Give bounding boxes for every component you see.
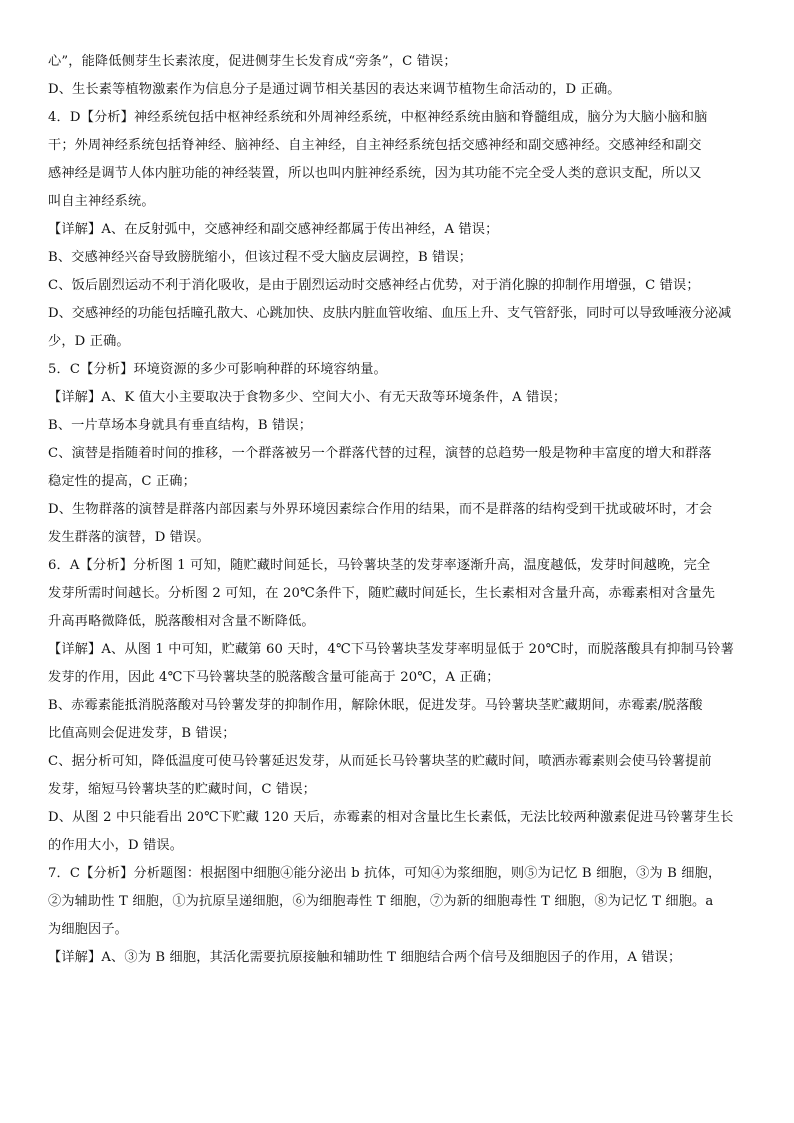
text-line: D、交感神经的功能包括瞳孔散大、心跳加快、皮肤内脏血管收缩、血压上升、支气管舒张，同时可以导致唾液分泌减 xyxy=(48,306,732,321)
text-line: 【详解】A、在反射弧中，交感神经和副交感神经都属于传出神经，A 错误； xyxy=(48,222,499,237)
text-line: 6．A【分析】分析图 1 可知，随贮藏时间延长，马铃薯块茎的发芽率逐渐升高，温度越低，发芽时间越晚，完全 xyxy=(48,558,711,573)
text-line: 少，D 正确。 xyxy=(48,334,130,349)
text-line: 5．C【分析】环境资源的多少可影响种群的环境容纳量。 xyxy=(48,362,387,377)
text-line: 发生群落的演替，D 错误。 xyxy=(48,530,210,545)
text-line: B、一片草场本身就具有垂直结构，B 错误； xyxy=(48,418,313,433)
text-line: C、据分析可知，降低温度可使马铃薯延迟发芽，从而延长马铃薯块茎的贮藏时间，喷洒赤霉素则会使马铃薯提前 xyxy=(48,754,712,769)
text-line: B、交感神经兴奋导致膀胱缩小，但该过程不受大脑皮层调控，B 错误； xyxy=(48,250,473,265)
document-page xyxy=(48,48,752,972)
text-line: 升高再略微降低，脱落酸相对含量不断降低。 xyxy=(48,614,315,629)
text-line: 干；外周神经系统包括脊神经、脑神经、自主神经，自主神经系统包括交感神经和副交感神经。交感神经和副交 xyxy=(48,138,702,153)
text-line: 7．C【分析】分析题图：根据图中细胞④能分泌出 b 抗体，可知④为浆细胞，则⑤为记忆 B 细胞，③为 B 细胞， xyxy=(48,866,722,881)
text-line: 叫自主神经系统。 xyxy=(48,194,155,209)
text-line: 心”，能降低侧芽生长素浓度，促进侧芽生长发育成“旁条”，C 错误； xyxy=(48,54,457,69)
text-line: C、饭后剧烈运动不利于消化吸收，是由于剧烈运动时交感神经占优势，对于消化腺的抑制作用增强，C 错误； xyxy=(48,278,700,293)
text-line: 发芽的作用，因此 4℃下马铃薯块茎的脱落酸含量可能高于 20℃，A 正确； xyxy=(48,670,500,685)
text-line: 【详解】A、K 值大小主要取决于食物多少、空间大小、有无天敌等环境条件，A 错误； xyxy=(48,390,567,405)
text-line: 【详解】A、③为 B 细胞，其活化需要抗原接触和辅助性 T 细胞结合两个信号及细胞因子的作用，A 错误； xyxy=(48,950,682,965)
text-line: 【详解】A、从图 1 中可知，贮藏第 60 天时，4℃下马铃薯块茎发芽率明显低于 20℃时，而脱落酸具有抑制马铃薯 xyxy=(48,642,734,657)
text-line: 的作用大小，D 错误。 xyxy=(48,838,184,853)
text-line: 比值高则会促进发芽，B 错误； xyxy=(48,726,236,741)
text-line: B、赤霉素能抵消脱落酸对马铃薯发芽的抑制作用，解除休眠，促进发芽。马铃薯块茎贮藏期间，赤霉素/脱落酸 xyxy=(48,698,703,713)
text-line: ②为辅助性 T 细胞，①为抗原呈递细胞，⑥为细胞毒性 T 细胞，⑦为新的细胞毒性 T 细胞，⑧为记忆 T 细胞。a xyxy=(48,894,714,909)
text-line: D、生长素等植物激素作为信息分子是通过调节相关基因的表达来调节植物生命活动的，D 正确。 xyxy=(48,82,621,97)
text-line: D、从图 2 中只能看出 20℃下贮藏 120 天后，赤霉素的相对含量比生长素低，无法比较两种激素促进马铃薯芽生长 xyxy=(48,810,734,825)
text-line: 4．D【分析】神经系统包括中枢神经系统和外周神经系统，中枢神经系统由脑和脊髓组成，脑分为大脑小脑和脑 xyxy=(48,110,708,125)
text-line: 发芽所需时间越长。分析图 2 可知，在 20℃条件下，随贮藏时间延长，生长素相对含量升高，赤霉素相对含量先 xyxy=(48,586,716,601)
text-line: C、演替是指随着时间的推移，一个群落被另一个群落代替的过程，演替的总趋势一般是物种丰富度的增大和群落 xyxy=(48,446,712,461)
text-line: 稳定性的提高，C 正确； xyxy=(48,474,196,489)
text-line: 感神经是调节人体内脏功能的神经装置，所以也叫内脏神经系统，因为其功能不完全受人类的意识支配，所以又 xyxy=(48,166,702,181)
text-line: 为细胞因子。 xyxy=(48,922,129,937)
text-line: 发芽，缩短马铃薯块茎的贮藏时间，C 错误； xyxy=(48,782,316,797)
text-line: D、生物群落的演替是群落内部因素与外界环境因素综合作用的结果，而不是群落的结构受到干扰或破坏时，才会 xyxy=(48,502,713,517)
